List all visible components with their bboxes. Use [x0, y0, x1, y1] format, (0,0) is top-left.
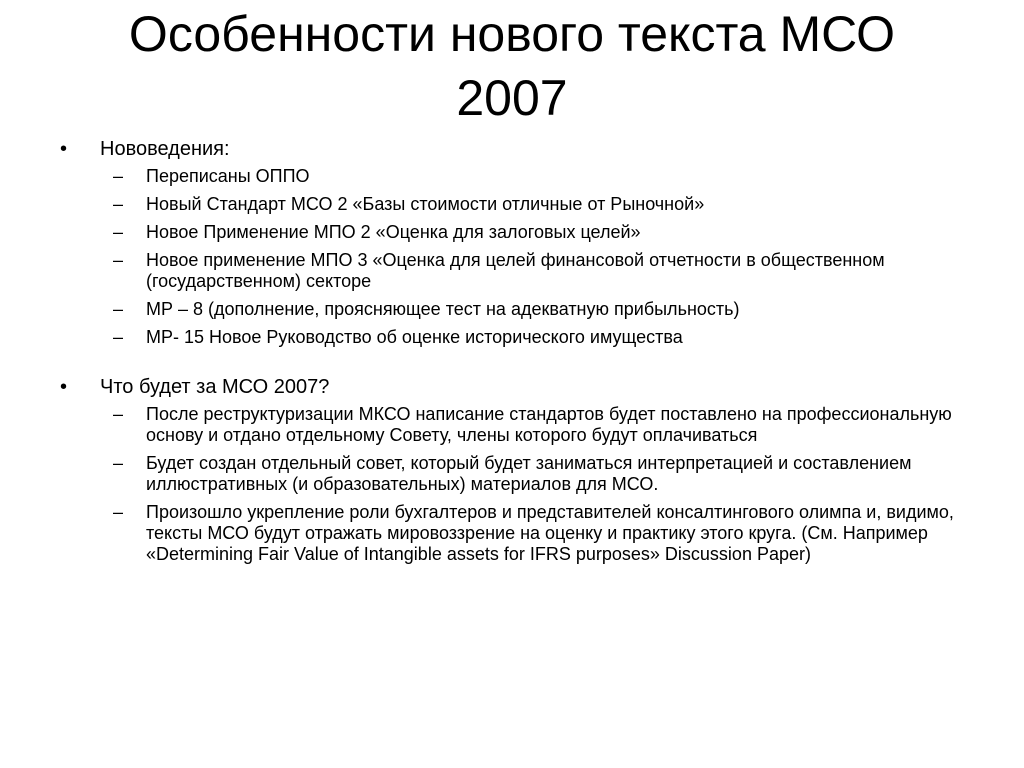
slide-title — [40, 2, 984, 130]
sub-text: МР – 8 (дополнение, проясняющее тест на адекватную прибыльность) — [146, 299, 740, 319]
sub-marker: – — [113, 453, 124, 473]
bullet-item — [0, 137, 1024, 161]
sub-item — [0, 194, 1024, 215]
sub-text: Новое применение МПО 3 «Оценка для целей финансовой отчетности в общественном (государственном) секторе — [146, 250, 885, 291]
sub-item — [0, 250, 1024, 292]
sub-item — [0, 327, 1024, 348]
bullet-text: Нововедения: — [100, 138, 230, 160]
sub-text: МР- 15 Новое Руководство об оценке исторического имущества — [146, 327, 683, 347]
sub-text: Новый Стандарт МСО 2 «Базы стоимости отличные от Рыночной» — [146, 194, 705, 214]
sub-item — [0, 502, 1024, 565]
sub-text: Произошло укрепление роли бухгалтеров и представителей консалтингового олимпа и, видимо, тексты МСО будут отражать мировоззрение на оценку и практику этого круга. (См. Например «Determining Fair Value of Intangible assets for IFRS purposes» Discussion Paper) — [146, 502, 954, 564]
sub-marker: – — [113, 404, 124, 424]
bullet-text: Что будет за МСО 2007? — [100, 376, 330, 398]
sub-marker: – — [113, 166, 124, 186]
sub-item — [0, 222, 1024, 243]
sub-marker: – — [113, 222, 124, 242]
sub-marker: – — [113, 299, 124, 319]
bullet-item — [0, 375, 1024, 399]
sub-text: После реструктуризации МКСО написание стандартов будет поставлено на профессиональную основу и отдано отдельному Совету, члены которого будут оплачиваться — [146, 404, 952, 445]
sub-text: Переписаны ОППО — [146, 166, 310, 186]
sub-marker: – — [113, 502, 124, 522]
sub-item — [0, 299, 1024, 320]
title-line-1: Особенности нового текста МСО — [128, 6, 896, 62]
bullet-marker: • — [60, 376, 68, 398]
sub-text: Будет создан отдельный совет, который будет заниматься интерпретацией и составлением иллюстративных (и образовательных) материалов для МСО. — [146, 453, 912, 494]
sub-marker: – — [113, 250, 124, 270]
sub-item — [0, 166, 1024, 187]
sub-marker: – — [113, 327, 124, 347]
sub-text: Новое Применение МПО 2 «Оценка для залоговых целей» — [146, 222, 641, 242]
slide-body — [0, 137, 1024, 565]
title-line-2: 2007 — [456, 70, 568, 126]
bullet-marker: • — [60, 138, 68, 160]
sub-item — [0, 453, 1024, 495]
sub-marker: – — [113, 194, 124, 214]
sub-item — [0, 404, 1024, 446]
